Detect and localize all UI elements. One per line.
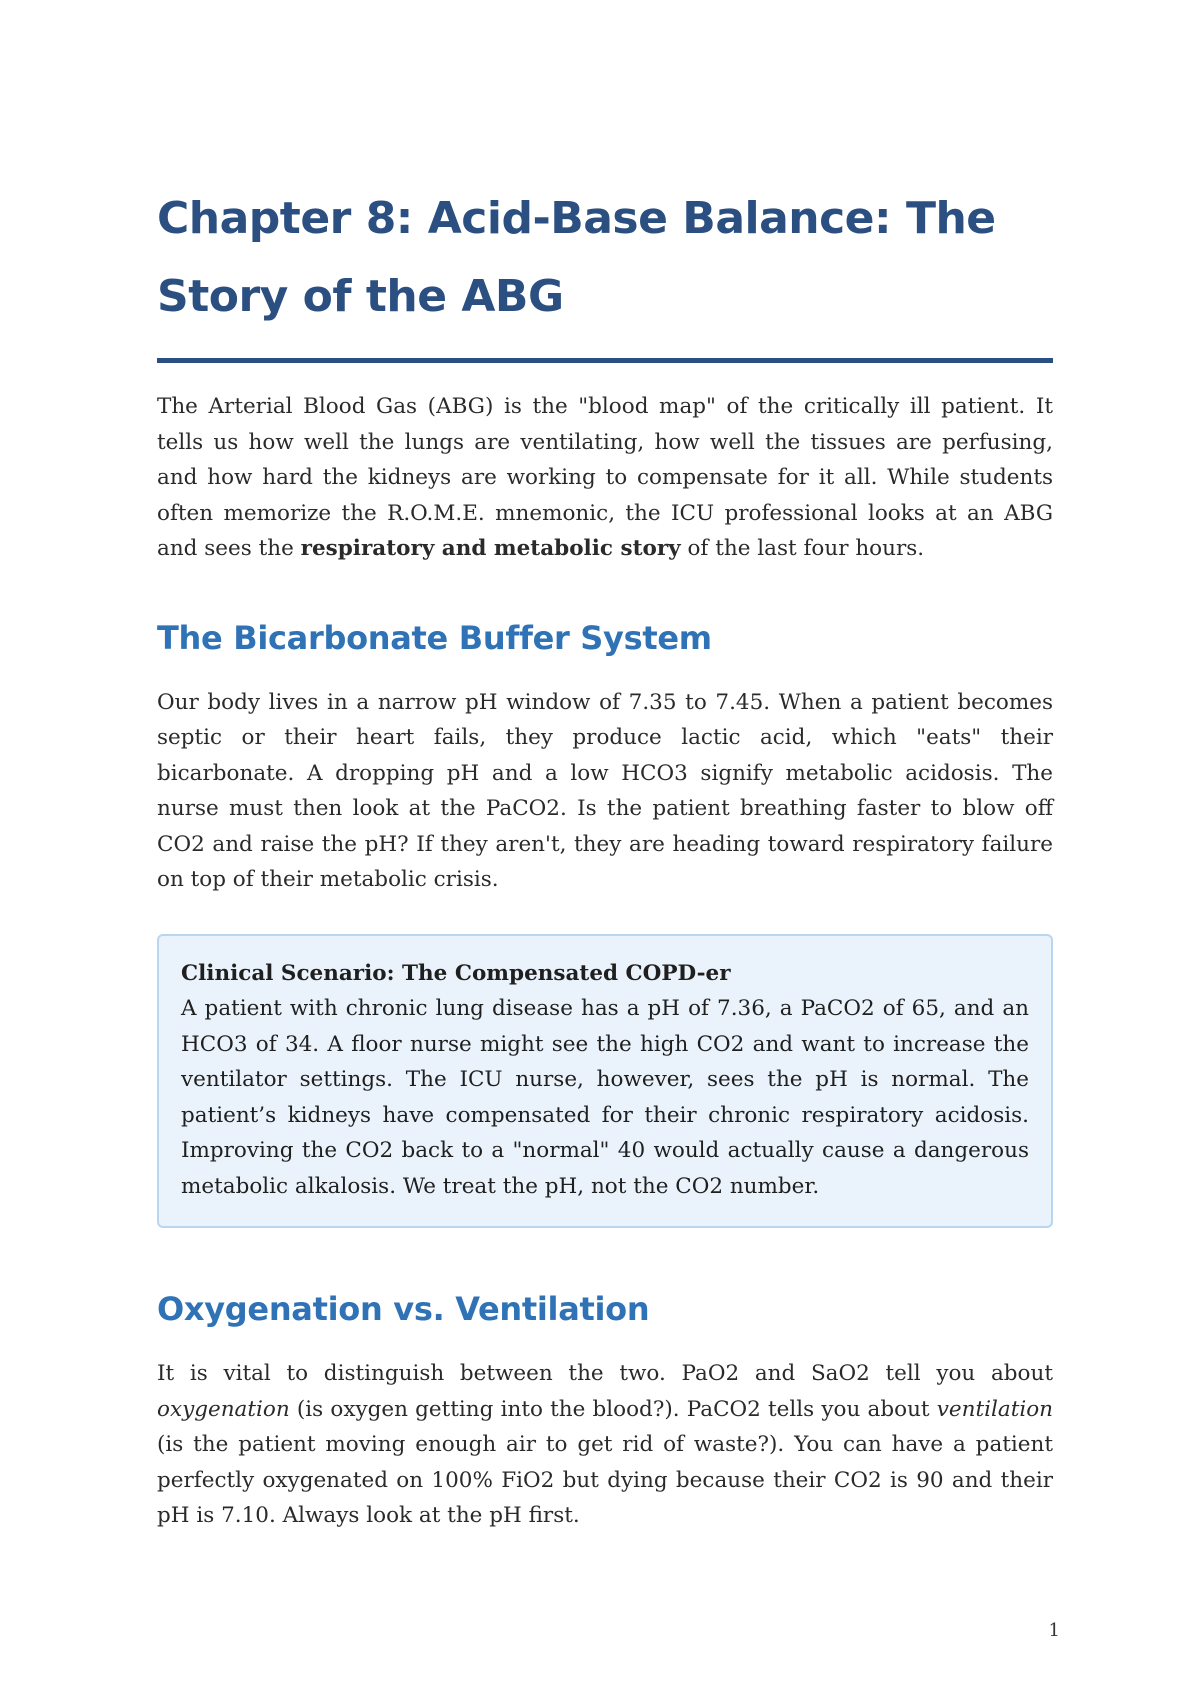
oxy-text-part3: (is the patient moving enough air to get rid of waste?). You can have a patient perfectly oxygenated on 100% FiO2 but dying because their CO2 is 90 and their pH is 7.10. Always look at the pH first. [157,1432,1053,1528]
oxygenation-ventilation-paragraph [157,1356,1053,1534]
page-number: 1 [1048,1620,1060,1641]
intro-text-start: The Arterial Blood Gas (ABG) is the "blood map" of the critically ill patient. It tells us how well the lungs are ventilating, how well the tissues are perfusing, and how hard the kidneys are working to compensate for it all. While students often memorize the R.O.M.E. mnemonic, the ICU professional looks at an ABG and sees the [157,394,1053,561]
intro-text-end: of the last four hours. [680,536,925,561]
clinical-scenario-callout [157,934,1053,1229]
intro-paragraph [157,389,1053,567]
ventilation-term: ventilation [936,1396,1053,1422]
chapter-title: Chapter 8: Acid-Base Balance: The Story of the ABG [157,193,996,322]
oxy-text-part1: It is vital to distinguish between the two. PaO2 and SaO2 tell you about [157,1361,1053,1386]
clinical-scenario-title: Clinical Scenario: The Compensated COPD-er [181,960,731,986]
intro-bold-text: respiratory and metabolic story [300,536,681,561]
bicarbonate-buffer-paragraph: Our body lives in a narrow pH window of 7.35 to 7.45. When a patient becomes septic or their heart fails, they produce lactic acid, which "eats" their bicarbonate. A dropping pH and a low HCO3 signify metabolic acidosis. The nurse must then look at the PaCO2. Is the patient breathing faster to blow off CO2 and raise the pH? If they aren't, they are heading toward respiratory failure on top of their metabolic crisis. [157,689,1053,892]
page-content [157,180,1053,1534]
section-heading-bicarbonate-buffer: The Bicarbonate Buffer System [157,618,712,657]
clinical-scenario-body: A patient with chronic lung disease has a pH of 7.36, a PaCO2 of 65, and an HCO3 of 34. A floor nurse might see the high CO2 and want to increase the ventilator settings. The ICU nurse, however, sees the pH is normal. The patient’s kidneys have compensated for their chronic respiratory acidosis. Improving the CO2 back to a "normal" 40 would actually cause a dangerous metabolic alkalosis. We treat the pH, not the CO2 number. [181,996,1029,1199]
section-heading-oxygenation-ventilation: Oxygenation vs. Ventilation [157,1290,650,1328]
oxygenation-term: oxygenation [157,1396,290,1422]
oxy-text-part2: (is oxygen getting into the blood?). PaCO2 tells you about [289,1396,937,1422]
title-divider [157,358,1053,363]
